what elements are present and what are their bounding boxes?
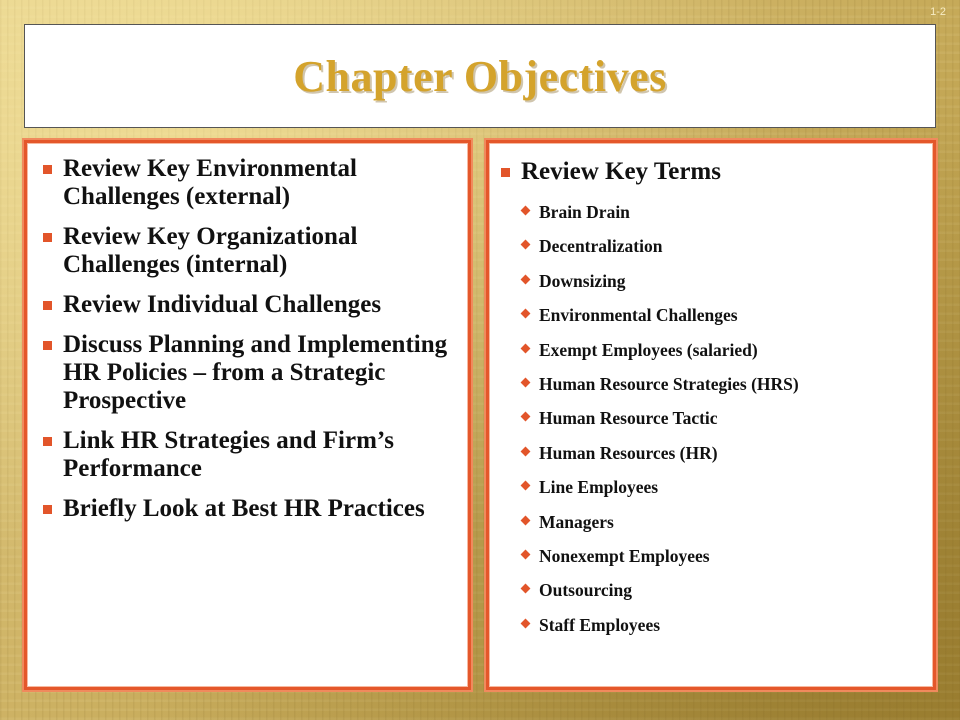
diamond-bullet-icon: [521, 206, 531, 216]
term-text: Line Employees: [539, 477, 659, 498]
term-item: [521, 270, 933, 304]
diamond-bullet-icon: [521, 618, 531, 628]
term-text: Human Resources (HR): [539, 442, 718, 463]
key-terms-heading-text: Review Key Terms: [521, 158, 721, 185]
term-item: [521, 476, 933, 510]
objective-item: [43, 223, 458, 279]
diamond-bullet-icon: [521, 378, 531, 388]
diamond-bullet-icon: [521, 446, 531, 456]
term-item: [521, 201, 933, 235]
term-item: [521, 373, 933, 407]
term-item: [521, 339, 933, 373]
square-bullet-icon: [43, 165, 52, 174]
diamond-bullet-icon: [521, 343, 531, 353]
term-text: Outsourcing: [539, 580, 633, 601]
title-box: [24, 24, 936, 128]
diamond-bullet-icon: [521, 549, 531, 559]
term-text: Human Resource Strategies (HRS): [539, 373, 799, 394]
diamond-bullet-icon: [521, 584, 531, 594]
diamond-bullet-icon: [521, 240, 531, 250]
objective-item: [43, 291, 458, 319]
term-text: Human Resource Tactic: [539, 408, 718, 429]
objective-text: Review Individual Challenges: [63, 291, 382, 318]
key-terms-list: [489, 201, 933, 648]
objectives-panel: [24, 140, 471, 690]
slide-number: 1-2: [930, 6, 946, 18]
objective-text: Review Key Environmental Challenges (external): [63, 155, 357, 210]
square-bullet-icon: [43, 505, 52, 514]
term-text: Environmental Challenges: [539, 305, 738, 326]
square-bullet-icon: [501, 168, 510, 177]
objective-item: [43, 427, 458, 483]
objective-text: Briefly Look at Best HR Practices: [63, 495, 425, 522]
diamond-bullet-icon: [521, 412, 531, 422]
square-bullet-icon: [43, 437, 52, 446]
diamond-bullet-icon: [521, 274, 531, 284]
objectives-list: [27, 143, 468, 523]
term-item: [521, 545, 933, 579]
term-text: Brain Drain: [539, 202, 630, 222]
square-bullet-icon: [43, 301, 52, 310]
key-terms-heading: [501, 157, 933, 187]
diamond-bullet-icon: [521, 309, 531, 319]
term-text: Exempt Employees (salaried): [539, 339, 758, 360]
term-text: Decentralization: [539, 236, 663, 257]
square-bullet-icon: [43, 341, 52, 350]
term-item: [521, 304, 933, 338]
term-item: [521, 442, 933, 476]
objective-item: [43, 495, 458, 523]
objective-text: Review Key Organizational Challenges (internal): [63, 223, 358, 278]
objective-text: Discuss Planning and Implementing HR Policies – from a Strategic Prospective: [63, 331, 448, 414]
objective-text: Link HR Strategies and Firm’s Performance: [63, 427, 395, 482]
objective-item: [43, 331, 458, 415]
diamond-bullet-icon: [521, 515, 531, 525]
term-item: [521, 614, 933, 648]
term-item: [521, 407, 933, 441]
term-text: Nonexempt Employees: [539, 545, 710, 566]
term-text: Managers: [539, 511, 614, 532]
term-text: Downsizing: [539, 270, 626, 291]
diamond-bullet-icon: [521, 481, 531, 491]
term-item: [521, 579, 933, 613]
objective-item: [43, 155, 458, 211]
slide-title: Chapter Objectives: [293, 51, 667, 101]
key-terms-panel: [486, 140, 936, 690]
term-item: [521, 235, 933, 269]
square-bullet-icon: [43, 233, 52, 242]
term-text: Staff Employees: [539, 614, 661, 635]
term-item: [521, 511, 933, 545]
